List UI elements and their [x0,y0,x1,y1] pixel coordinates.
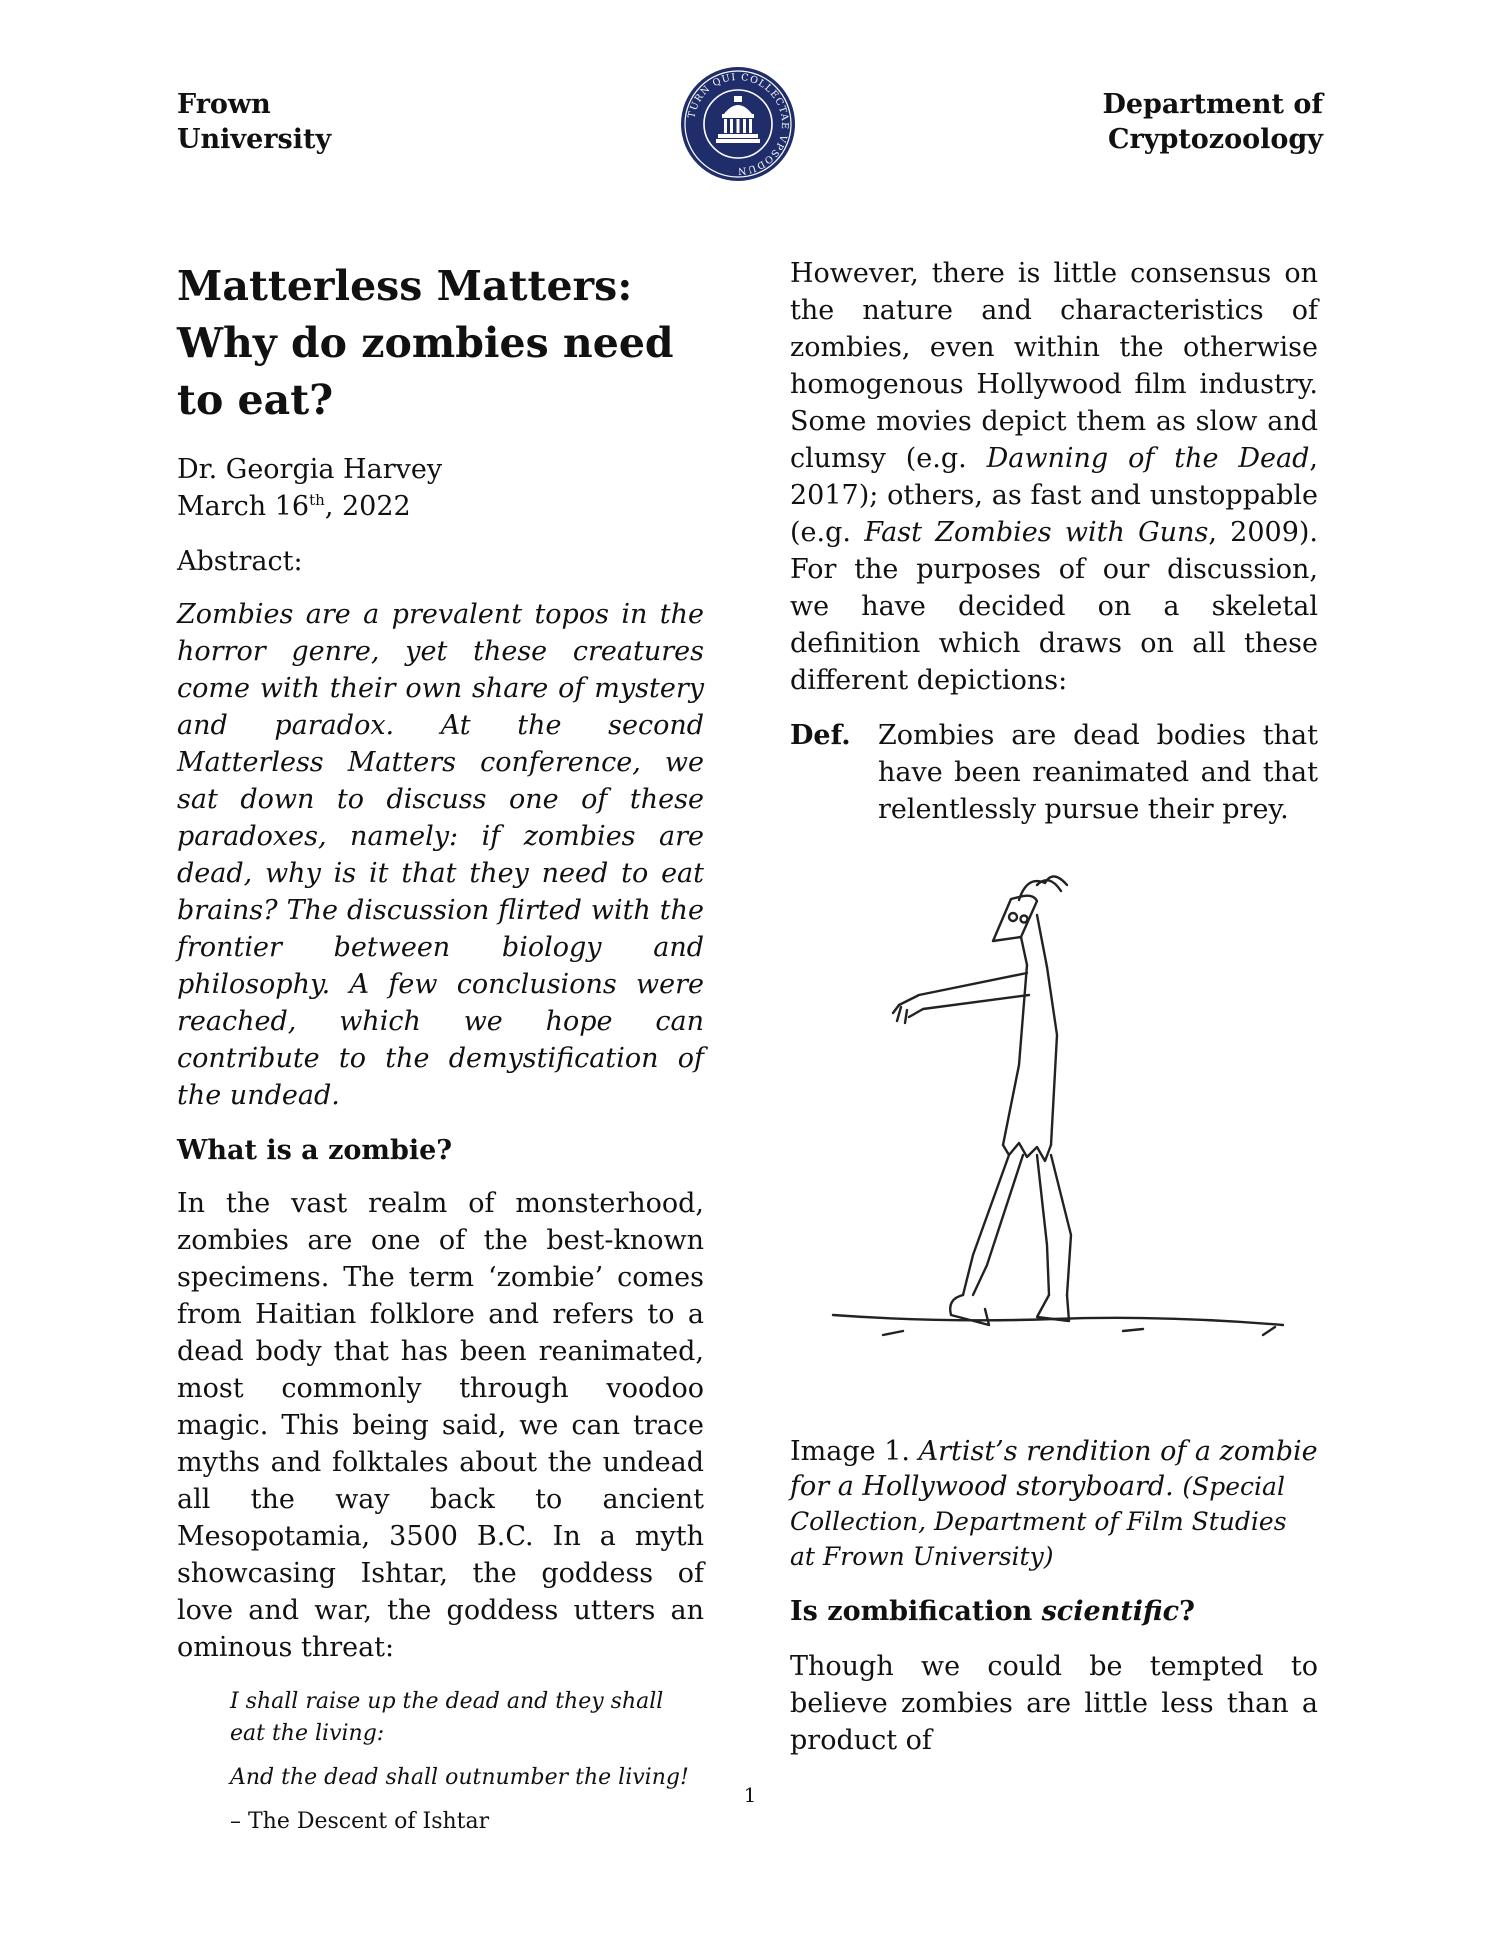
university-name-line1: Frown [177,89,271,120]
paper-title-line1: Matterless Matters: [177,262,633,310]
definition-text: Zombies are dead bodies that have been reanimated and that relentlessly pursue their prey. [878,720,1318,825]
publication-date [177,488,704,525]
section-2 [790,1593,1318,1759]
quote-line: And the dead shall outnumber the living! [230,1765,689,1790]
caption-description: Artist’s rendition of a zombie for a Hollywood storyboard. [790,1436,1318,1502]
date-year: , 2022 [324,491,411,522]
date-month-day: March 16 [177,491,310,522]
block-quote [230,1686,704,1838]
consensus-paragraph [790,255,1318,699]
department-name [1102,87,1323,157]
university-seal-icon [680,66,796,182]
paper-title [177,258,704,429]
date-suffix: th [309,491,325,509]
paragraph-text: However, there is little consensus on the nature and characteristics of zombies, even within the otherwise homogenous Hollywood film industry. Some movies depict them as slow and clumsy (e.g. [790,258,1318,474]
definition [790,717,1318,828]
paragraph-text: , 2009). For the purposes of our discussion, we have decided on a skeletal definition which draws on all these different depictions: [790,517,1318,696]
quote-line: I shall raise up the dead and they shall eat the living: [230,1689,664,1746]
caption-credit: (Special Collection, Department of Film Studies at Frown University) [790,1472,1287,1571]
film-title: Fast Zombies with Guns [864,517,1209,548]
heading-text: Is zombification [790,1596,1042,1627]
abstract-label: Abstract: [177,546,303,577]
svg-text:TURN QUI COLLECTAE VPSODUN: TURN QUI COLLECTAE VPSODUN [686,71,791,177]
definition-label: Def. [790,720,851,751]
heading-emphasis: scientific [1041,1596,1180,1627]
image-caption [790,1434,1318,1574]
heading-text: ? [1179,1596,1195,1627]
section-paragraph: Though we could be tempted to believe zombies are little less than a product of [790,1651,1318,1756]
film-title: Dawning of the Dead [986,443,1310,474]
university-name [177,87,331,157]
paper-title-line2: Why do zombies need to eat? [177,319,674,424]
caption-label: Image 1. [790,1436,910,1467]
section-paragraph: In the vast realm of monsterhood, zombies are one of the best-known specimens. The term ‘zombie’ comes from Haitian folklore and refers to a dead body that has been reanimated, most commonly through voodoo magic. This being said, we can trace myths and folktales about the undead all the way back to ancient Mesopotamia, 3500 B.C. In a myth showcasing Ishtar, the goddess of love and war, the goddess utters an ominous threat: [177,1188,704,1663]
left-column [177,258,704,1850]
page-number: 1 [743,1783,757,1807]
right-column [790,255,1318,828]
section-heading-zombification [790,1593,1318,1630]
abstract-text: Zombies are a prevalent topos in the horror genre, yet these creatures come with their own share of mystery and paradox. At the second Matterless Matters conference, we sat down to discuss one of these paradoxes, namely: if zombies are dead, why is it that they need to eat brains? The discussion flirted with the frontier between biology and philosophy. A few conclusions were reached, which we hope can contribute to the demystification of the undead. [177,599,704,1111]
university-name-line2: University [177,124,332,155]
zombie-illustration [823,855,1291,1375]
section-heading-what-is-a-zombie: What is a zombie? [177,1135,453,1166]
department-name-line2: Cryptozoology [1108,124,1323,155]
paragraph-text: , 2017); others, as fast and unstoppable (e.g. [790,443,1318,548]
department-name-line1: Department of [1102,89,1323,120]
quote-source: – The Descent of Ishtar [230,1809,490,1834]
author: Dr. Georgia Harvey [177,454,443,485]
